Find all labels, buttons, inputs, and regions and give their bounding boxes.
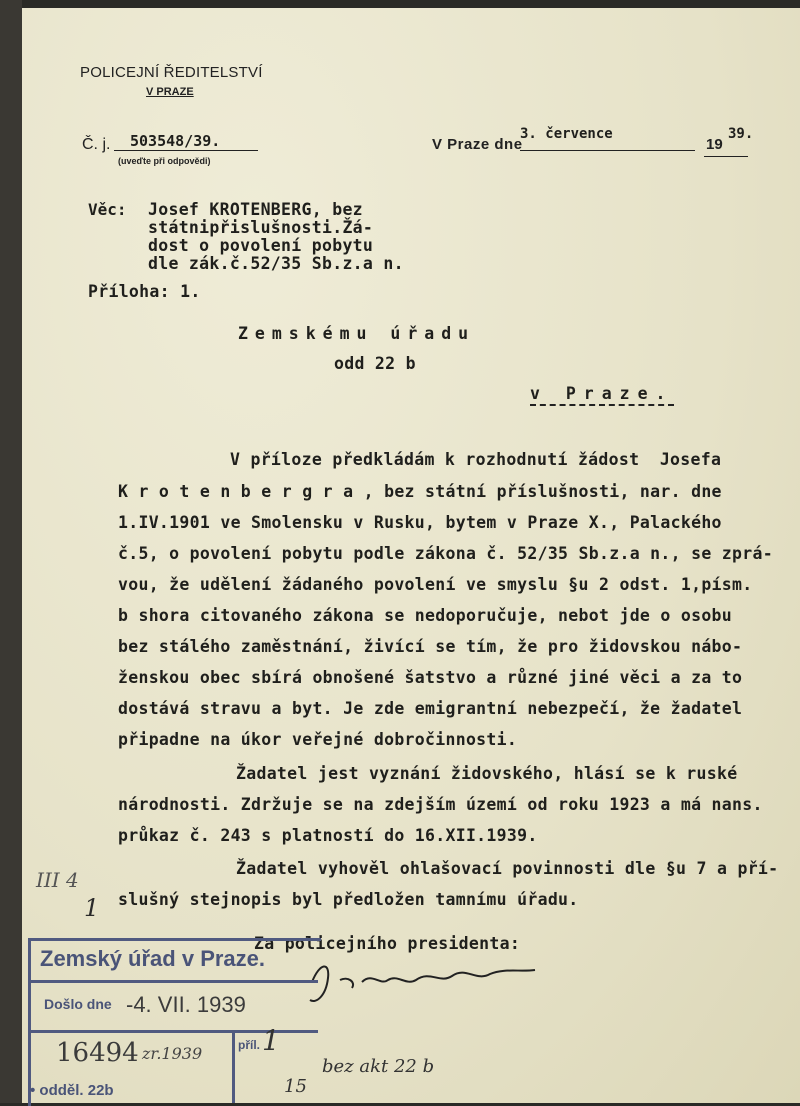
subject-line-2: státnipřislušnosti.Žá- <box>148 218 374 237</box>
letterhead-authority: POLICEJNÍ ŘEDITELSTVÍ <box>80 64 263 81</box>
body-line-4: č.5, o povolení pobytu podle zákona č. 52/35 Sb.z.a n., se zprá- <box>118 544 773 563</box>
addressee-city: v Praze. <box>530 384 674 403</box>
body-line-11: Žadatel jest vyznání židovského, hlásí se k ruské <box>236 764 738 783</box>
ref-label: Č. j. <box>82 136 111 153</box>
stamp-received-label: Došlo dne <box>44 996 112 1012</box>
subject-label: Věc: <box>88 200 127 219</box>
stamp-year: zr.1939 <box>142 1044 203 1063</box>
body-line-2: K r o t e n b e r g r a , bez státní příslušnosti, nar. dne <box>118 482 722 501</box>
scan-edge <box>0 0 22 1103</box>
margin-note-top: III 4 <box>36 868 79 892</box>
body-line-12: národnosti. Zdržuje se na zdejším území od roku 1923 a má nans. <box>118 795 763 814</box>
body-line-10: připadne na úkor veřejné dobročinnosti. <box>118 730 518 749</box>
body-line-6: b shora citovaného zákona se nedoporučuje, nebot jde o osobu <box>118 606 733 625</box>
stamp-handwritten-count: 15 <box>284 1076 307 1097</box>
ref-note: (uveďte při odpovědi) <box>118 156 211 166</box>
subject-line-1: Josef KROTENBERG, bez <box>148 200 363 219</box>
letterhead-city: V PRAZE <box>146 86 194 98</box>
body-line-7: bez stálého zaměstnání, živící se tím, že pro židovskou nábo- <box>118 637 743 656</box>
body-line-3: 1.IV.1901 ve Smolensku v Rusku, bytem v Praze X., Palackého <box>118 513 722 532</box>
document-page <box>22 8 800 1103</box>
year-underline <box>704 156 748 157</box>
body-line-9: dostává stravu a byt. Je zde emigrantní nebezpečí, že žadatel <box>118 699 743 718</box>
stamp-divider-1 <box>28 980 318 983</box>
addressee-department: odd 22 b <box>334 354 416 373</box>
addressee-office: Zemskému úřadu <box>238 324 476 343</box>
signature-scribble <box>290 952 540 1008</box>
margin-note-bottom: 1 <box>84 894 100 922</box>
year-prefix: 19 <box>706 136 723 153</box>
body-line-1: V příloze předkládám k rozhodnutí žádost Josefa <box>230 450 722 469</box>
addressee-underline <box>530 404 674 406</box>
body-line-8: ženskou obec sbírá obnošené šatstvo a různé jiné věci a za to <box>118 668 743 687</box>
ref-number: 503548/39. <box>114 132 258 151</box>
date-value: 3. července <box>520 126 695 151</box>
stamp-title: Zemský úřad v Praze. <box>40 946 266 971</box>
body-line-14: Žadatel vyhověl ohlašovací povinnosti dle §u 7 a pří- <box>236 859 779 878</box>
subject-line-3: dost o povolení pobytu <box>148 236 374 255</box>
subject-line-4: dle zák.č.52/35 Sb.z.a n. <box>148 254 404 273</box>
stamp-number: 16494 <box>56 1038 139 1068</box>
stamp-department: • odděl. 22b <box>30 1082 114 1099</box>
date-prefix: V Praze dne <box>432 136 523 153</box>
stamp-attach-label: příl. <box>238 1038 261 1052</box>
body-line-5: vou, že udělení žádaného povolení ve smyslu §u 2 odst. 1,písm. <box>118 575 753 594</box>
handwritten-note: bez akt 22 b <box>322 1056 435 1077</box>
stamp-received-date: -4. VII. 1939 <box>126 992 246 1017</box>
stamp-attach-count: 1 <box>262 1024 280 1057</box>
year-suffix: 39. <box>728 126 754 142</box>
body-line-13: průkaz č. 243 s platností do 16.XII.1939. <box>118 826 538 845</box>
body-line-15: slušný stejnopis byl předložen tamnímu úřadu. <box>118 890 579 909</box>
attachment-line: Příloha: 1. <box>88 282 201 301</box>
signature-line: Za policejního presidenta: <box>254 934 521 953</box>
